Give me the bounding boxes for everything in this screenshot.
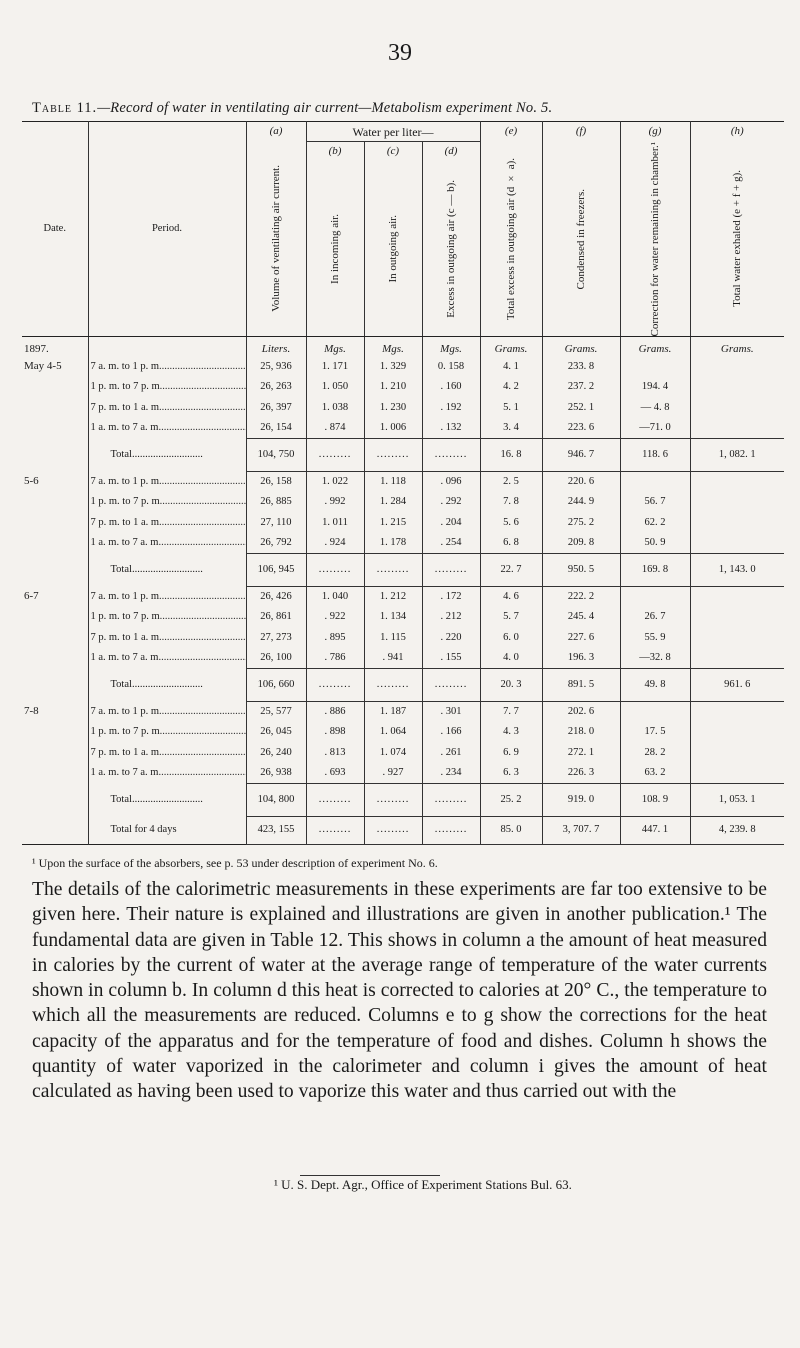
value-cell-d: . 096 [422,472,480,493]
value-cell-f: 220. 6 [542,472,620,493]
value-cell-e: 4. 6 [480,587,542,608]
value-cell-b: 1. 011 [306,513,364,534]
value-cell-c: 1. 329 [364,357,422,378]
col-b-letter: (b) [306,142,364,162]
period-text: 1 a. m. to 7 a. m [90,652,159,664]
period-cell [88,492,246,513]
value-cell-g: —32. 8 [620,648,690,669]
col-h-letter: (h) [690,122,784,142]
col-d-letter: (d) [422,142,480,162]
table-row [22,533,784,554]
date-cell [22,513,88,534]
period-text: 1 a. m. to 7 a. m [90,537,159,549]
value-cell-g: 62. 2 [620,513,690,534]
date-cell [22,418,88,439]
value-cell-a: 26, 938 [246,763,306,784]
table-row [22,702,784,723]
value-cell-a: 26, 397 [246,398,306,419]
grand-total-cell-d: ......... [422,817,480,845]
value-cell-g [620,472,690,493]
value-cell-b: . 992 [306,492,364,513]
col-f-header: Condensed in freezers. [542,142,620,337]
total-cell-h: 1, 082. 1 [690,439,784,472]
period-cell [88,648,246,669]
period-cell [88,533,246,554]
value-cell-h [690,648,784,669]
period-text: 7 p. m. to 1 a. m [90,516,160,528]
value-cell-e: 2. 5 [480,472,542,493]
total-row [22,784,784,817]
period-text: 1 p. m. to 7 p. m [90,496,160,508]
value-cell-c: 1. 230 [364,398,422,419]
unit-d: Mgs. [422,337,480,357]
value-cell-b: 1. 022 [306,472,364,493]
value-cell-b: . 874 [306,418,364,439]
value-cell-f: 226. 3 [542,763,620,784]
total-cell-h: 1, 143. 0 [690,554,784,587]
col-d-header: Excess in outgoing air (c — b). [422,162,480,337]
value-cell-f: 244. 9 [542,492,620,513]
value-cell-b: 1. 050 [306,377,364,398]
value-cell-h [690,472,784,493]
date-cell [22,763,88,784]
table-body [22,337,784,845]
value-cell-c: 1. 074 [364,743,422,764]
unit-f: Grams. [542,337,620,357]
grand-total-cell-g: 447. 1 [620,817,690,845]
table-caption [32,100,552,117]
period-header: Period. [88,122,246,337]
col-e-letter: (e) [480,122,542,142]
total-cell-g: 118. 6 [620,439,690,472]
value-cell-c: 1. 210 [364,377,422,398]
value-cell-e: 5. 7 [480,607,542,628]
unit-a: Liters. [246,337,306,357]
value-cell-g: 63. 2 [620,763,690,784]
value-cell-h [690,763,784,784]
value-cell-c: . 927 [364,763,422,784]
value-cell-h [690,418,784,439]
period-text: 1 p. m. to 7 p. m [90,381,160,393]
period-cell [88,418,246,439]
year-label: 1897. [24,343,49,356]
value-cell-h [690,587,784,608]
value-cell-e: 4. 1 [480,357,542,378]
value-cell-a: 26, 158 [246,472,306,493]
total-cell-c: ......... [364,669,422,702]
total-cell-a: 106, 945 [246,554,306,587]
value-cell-c: 1. 006 [364,418,422,439]
total-cell-e: 16. 8 [480,439,542,472]
table-row [22,743,784,764]
table-row [22,648,784,669]
date-cell [22,492,88,513]
grand-total-cell-f: 3, 707. 7 [542,817,620,845]
date-cell: 7-8 [24,705,39,718]
date-cell [22,784,88,817]
value-cell-a: 26, 100 [246,648,306,669]
value-cell-e: 4. 0 [480,648,542,669]
value-cell-f: 218. 0 [542,722,620,743]
period-cell [88,743,246,764]
units-row [22,337,784,357]
total-cell-f: 946. 7 [542,439,620,472]
value-cell-g: 194. 4 [620,377,690,398]
unit-h: Grams. [690,337,784,357]
value-cell-c: 1. 215 [364,513,422,534]
value-cell-c: 1. 284 [364,492,422,513]
period-text: 1 p. m. to 7 p. m [90,611,160,623]
period-text: 7 p. m. to 1 a. m [90,746,160,758]
total-cell-f: 891. 5 [542,669,620,702]
date-cell [22,743,88,764]
value-cell-a: 26, 861 [246,607,306,628]
value-cell-c: 1. 064 [364,722,422,743]
table-row [22,587,784,608]
value-cell-b: 1. 040 [306,587,364,608]
value-cell-h [690,533,784,554]
unit-e: Grams. [480,337,542,357]
date-cell: 6-7 [24,590,39,603]
value-cell-d: . 172 [422,587,480,608]
value-cell-c: 1. 212 [364,587,422,608]
value-cell-b: . 886 [306,702,364,723]
date-cell: 5-6 [24,475,39,488]
value-cell-f: 202. 6 [542,702,620,723]
col-g-header: Correction for water remaining in chamber.¹ [620,142,690,337]
value-cell-h [690,377,784,398]
value-cell-d: . 192 [422,398,480,419]
date-cell [22,628,88,649]
value-cell-g: 50. 9 [620,533,690,554]
date-cell [22,722,88,743]
value-cell-g: — 4. 8 [620,398,690,419]
value-cell-d: . 220 [422,628,480,649]
value-cell-h [690,492,784,513]
value-cell-b: . 813 [306,743,364,764]
col-b-header: In incoming air. [306,162,364,337]
value-cell-d: . 261 [422,743,480,764]
value-cell-e: 5. 6 [480,513,542,534]
value-cell-b: 1. 038 [306,398,364,419]
value-cell-a: 26, 154 [246,418,306,439]
total-row [22,554,784,587]
value-cell-a: 26, 426 [246,587,306,608]
value-cell-f: 252. 1 [542,398,620,419]
value-cell-d: 0. 158 [422,357,480,378]
value-cell-a: 27, 110 [246,513,306,534]
value-cell-f: 196. 3 [542,648,620,669]
period-text: 7 a. m. to 1 p. m [90,475,160,487]
value-cell-e: 7. 7 [480,702,542,723]
total-cell-e: 25. 2 [480,784,542,817]
value-cell-e: 4. 3 [480,722,542,743]
total-label: Total ..... [88,439,246,472]
col-a-header: Volume of ventilating air current. [246,142,306,337]
total-cell-c: ......... [364,784,422,817]
value-cell-e: 6. 9 [480,743,542,764]
unit-b: Mgs. [306,337,364,357]
value-cell-b: 1. 171 [306,357,364,378]
table-row [22,492,784,513]
date-cell [22,554,88,587]
total-cell-h: 1, 053. 1 [690,784,784,817]
table-footnote: ¹ Upon the surface of the absorbers, see p. 53 under description of experiment No. 6. [32,856,438,870]
table-row [22,418,784,439]
value-cell-a: 25, 936 [246,357,306,378]
value-cell-f: 275. 2 [542,513,620,534]
table-row [22,513,784,534]
total-cell-a: 104, 750 [246,439,306,472]
total-cell-b: ......... [306,669,364,702]
period-cell [88,763,246,784]
period-text: 7 p. m. to 1 a. m [90,631,160,643]
total-row [22,669,784,702]
total-cell-c: ......... [364,439,422,472]
period-text: 7 a. m. to 1 p. m [90,590,160,602]
grand-total-row [22,817,784,845]
value-cell-g [620,587,690,608]
value-cell-g: 17. 5 [620,722,690,743]
total-row [22,439,784,472]
grand-total-label: Total for 4 days [88,817,246,845]
value-cell-c: 1. 178 [364,533,422,554]
period-text: 1 a. m. to 7 a. m [90,422,159,434]
total-cell-d: ......... [422,439,480,472]
date-cell [22,439,88,472]
total-label: Total ..... [88,784,246,817]
period-cell [88,702,246,723]
unit-g: Grams. [620,337,690,357]
period-cell [88,587,246,608]
col-a-letter: (a) [246,122,306,142]
total-cell-g: 169. 8 [620,554,690,587]
total-cell-e: 20. 3 [480,669,542,702]
value-cell-d: . 301 [422,702,480,723]
value-cell-d: . 160 [422,377,480,398]
total-cell-a: 104, 800 [246,784,306,817]
period-cell [88,628,246,649]
total-cell-b: ......... [306,554,364,587]
date-cell [22,669,88,702]
col-e-header: Total excess in outgoing air (d × a). [480,142,542,337]
total-cell-e: 22. 7 [480,554,542,587]
period-cell [88,472,246,493]
total-cell-g: 49. 8 [620,669,690,702]
value-cell-d: . 234 [422,763,480,784]
value-cell-e: 6. 8 [480,533,542,554]
value-cell-h [690,607,784,628]
value-cell-d: . 204 [422,513,480,534]
value-cell-g: —71. 0 [620,418,690,439]
value-cell-e: 3. 4 [480,418,542,439]
page-footnote: ¹ U. S. Dept. Agr., Office of Experiment Stations Bul. 63. [274,1177,572,1192]
value-cell-d: . 212 [422,607,480,628]
value-cell-b: . 693 [306,763,364,784]
period-cell [88,722,246,743]
water-record-table [22,121,784,845]
value-cell-h [690,743,784,764]
value-cell-h [690,513,784,534]
value-cell-f: 209. 8 [542,533,620,554]
total-cell-f: 919. 0 [542,784,620,817]
value-cell-a: 26, 240 [246,743,306,764]
period-cell [88,607,246,628]
total-cell-f: 950. 5 [542,554,620,587]
value-cell-f: 245. 4 [542,607,620,628]
value-cell-e: 5. 1 [480,398,542,419]
total-cell-d: ......... [422,669,480,702]
date-cell [22,607,88,628]
period-text: 7 a. m. to 1 p. m [90,360,160,372]
value-cell-h [690,702,784,723]
value-cell-f: 223. 6 [542,418,620,439]
date-cell [22,377,88,398]
table-row [22,763,784,784]
value-cell-a: 27, 273 [246,628,306,649]
value-cell-c: 1. 115 [364,628,422,649]
value-cell-a: 26, 792 [246,533,306,554]
period-text: 1 p. m. to 7 p. m [90,726,160,738]
table-row [22,628,784,649]
grand-total-cell-b: ......... [306,817,364,845]
table-title: —Record of water in ventilating air current—Metabolism experiment No. 5. [97,100,553,116]
col-h-header: Total water exhaled (e + f + g). [690,142,784,337]
water-per-liter-header: Water per liter— [306,122,480,142]
value-cell-f: 222. 2 [542,587,620,608]
total-cell-c: ......... [364,554,422,587]
total-cell-d: ......... [422,784,480,817]
value-cell-h [690,357,784,378]
total-cell-h: 961. 6 [690,669,784,702]
value-cell-g [620,702,690,723]
value-cell-a: 26, 263 [246,377,306,398]
value-cell-a: 26, 885 [246,492,306,513]
value-cell-f: 227. 6 [542,628,620,649]
col-c-header: In outgoing air. [364,162,422,337]
unit-c: Mgs. [364,337,422,357]
col-g-letter: (g) [620,122,690,142]
value-cell-b: . 786 [306,648,364,669]
date-cell [22,817,88,845]
value-cell-h [690,628,784,649]
total-label: Total ..... [88,554,246,587]
value-cell-g: 26. 7 [620,607,690,628]
total-cell-d: ......... [422,554,480,587]
period-text: 1 a. m. to 7 a. m [90,767,159,779]
date-header: Date. [22,122,88,337]
value-cell-c: . 941 [364,648,422,669]
value-cell-h [690,398,784,419]
value-cell-b: . 924 [306,533,364,554]
date-cell [22,398,88,419]
col-f-letter: (f) [542,122,620,142]
value-cell-d: . 132 [422,418,480,439]
total-cell-a: 106, 660 [246,669,306,702]
value-cell-b: . 895 [306,628,364,649]
table-label: Table 11. [32,100,98,116]
value-cell-g: 28. 2 [620,743,690,764]
value-cell-c: 1. 118 [364,472,422,493]
table-row [22,377,784,398]
value-cell-g: 55. 9 [620,628,690,649]
grand-total-cell-e: 85. 0 [480,817,542,845]
table-row [22,722,784,743]
period-cell [88,357,246,378]
value-cell-e: 6. 0 [480,628,542,649]
table-row [22,357,784,378]
date-cell: May 4-5 [24,360,62,373]
table-row [22,398,784,419]
value-cell-e: 4. 2 [480,377,542,398]
period-cell [88,513,246,534]
value-cell-d: . 254 [422,533,480,554]
value-cell-f: 272. 1 [542,743,620,764]
body-paragraph: The details of the calorimetric measurements in these experiments are far too extensive to be given here. Their nature is explained and illustrations are given in another publication.¹ The fundamental data are given in Table 12. This shows in column a the amount of heat measured in calories by the current of water at the average range of temperature of the water currents shown in column b. In column d this heat is corrected to calories at 20° C., the temperature to which all the measurements are reduced. Columns e to g show the corrections for the heat capacity of the apparatus and for the temperature of food and dishes. Column h shows the quantity of water vaporized in the calorimeter and column i gives the amount of heat calculated as having been used to vaporize this water and thus carried out with the [32,879,767,1103]
value-cell-d: . 155 [422,648,480,669]
table-row [22,607,784,628]
value-cell-g: 56. 7 [620,492,690,513]
grand-total-cell-a: 423, 155 [246,817,306,845]
total-cell-b: ......... [306,784,364,817]
value-cell-e: 7. 8 [480,492,542,513]
table-row [22,472,784,493]
grand-total-cell-c: ......... [364,817,422,845]
value-cell-c: 1. 134 [364,607,422,628]
footnote-rule [300,1175,440,1176]
value-cell-a: 26, 045 [246,722,306,743]
period-cell [88,398,246,419]
value-cell-c: 1. 187 [364,702,422,723]
period-text: 7 p. m. to 1 a. m [90,401,160,413]
value-cell-b: . 922 [306,607,364,628]
period-cell [88,377,246,398]
page-number: 39 [388,40,412,66]
value-cell-g [620,357,690,378]
total-label: Total ..... [88,669,246,702]
value-cell-f: 237. 2 [542,377,620,398]
date-cell [22,648,88,669]
value-cell-b: . 898 [306,722,364,743]
value-cell-h [690,722,784,743]
date-cell [22,533,88,554]
value-cell-d: . 292 [422,492,480,513]
total-cell-b: ......... [306,439,364,472]
period-text: 7 a. m. to 1 p. m [90,705,160,717]
value-cell-f: 233. 8 [542,357,620,378]
col-c-letter: (c) [364,142,422,162]
grand-total-cell-h: 4, 239. 8 [690,817,784,845]
value-cell-a: 25, 577 [246,702,306,723]
total-cell-g: 108. 9 [620,784,690,817]
value-cell-e: 6. 3 [480,763,542,784]
value-cell-d: . 166 [422,722,480,743]
